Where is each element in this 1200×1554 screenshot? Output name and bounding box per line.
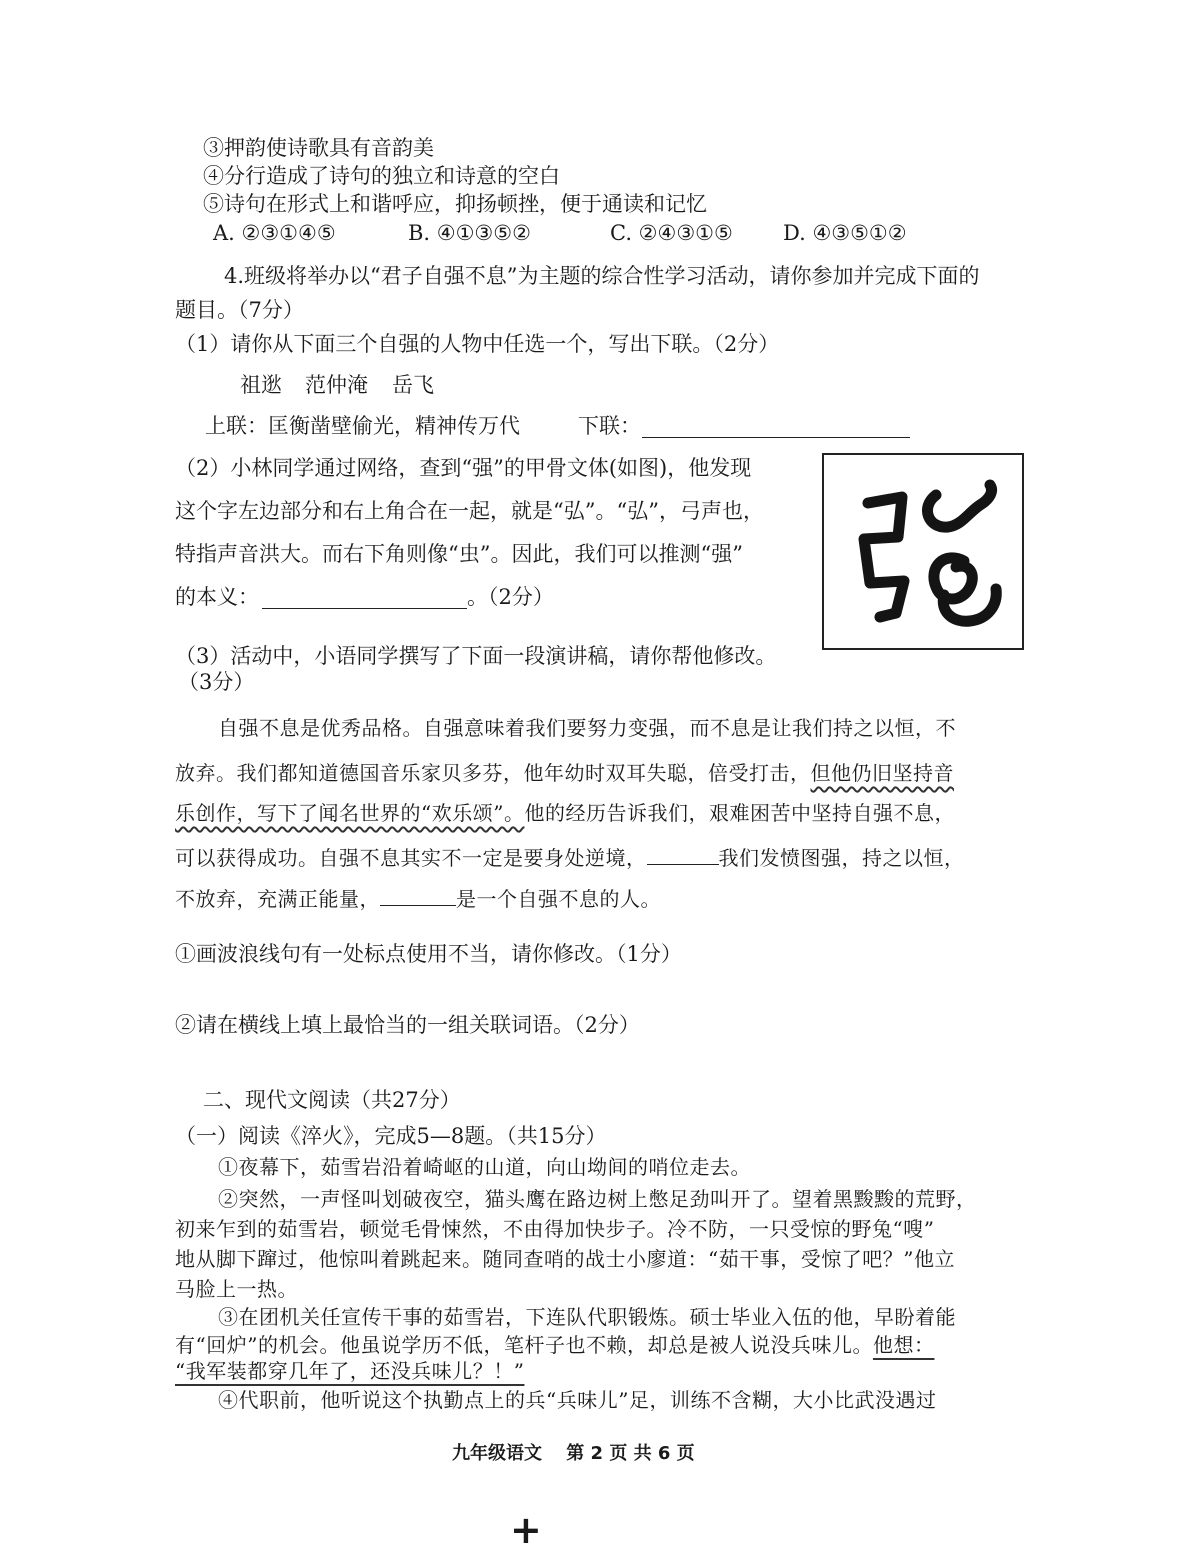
connective-blank-2[interactable] (380, 904, 456, 906)
passage-p3-line2-text: 有“回炉”的机会。他虽说学历不低，笔杆子也不赖，却总是被人说没兵味儿。 (175, 1333, 873, 1357)
q4-stem-line2: 题目。（7分） (175, 298, 304, 322)
q4-sub1: （1）请你从下面三个自强的人物中任选一个，写出下联。（2分） (175, 332, 780, 356)
q4-sub2-line4-end: 。（2分） (467, 585, 554, 609)
name-yuefei: 岳飞 (392, 373, 434, 397)
name-zuti: 祖逖 (240, 373, 282, 397)
passage-p2-line1: ②突然，一声怪叫划破夜空，猫头鹰在路边树上憋足劲叫开了。望着黑黢黢的荒野， (218, 1187, 977, 1211)
choice-d: D. ④③⑤①② (783, 221, 907, 245)
passage-p2-line2: 初来乍到的茹雪岩，顿觉毛骨悚然，不由得加快步子。冷不防，一只受惊的野兔“嗖” (175, 1217, 935, 1241)
speech-line5-start: 不放弃，充满正能量， (175, 887, 380, 911)
speech-line4 (175, 846, 965, 870)
q4-sub3-line1: （3）活动中，小语同学撰写了下面一段演讲稿，请你帮他修改。 (175, 644, 777, 668)
passage-p3-line1: ③在团机关任宣传干事的茹雪岩，下连队代职锻炼。硕士毕业入伍的他，早盼着能 (218, 1305, 956, 1329)
choice-b: B. ④①③⑤② (408, 221, 531, 245)
underlined-sentence-part1: 他想： (872, 1333, 935, 1357)
option-3: ③押韵使诗歌具有音韵美 (203, 136, 434, 160)
wavy-underlined-sentence-part2: 乐创作，写下了闻名世界的“欢乐颂”。 (175, 801, 525, 825)
q4-sub3-line2: （3分） (178, 670, 255, 694)
q4-sub2-line4-start: 的本义： (175, 585, 259, 609)
option-4: ④分行造成了诗句的独立和诗意的空白 (203, 164, 560, 188)
wavy-underlined-sentence-part1: 但他仍旧坚持音 (810, 761, 954, 785)
section2-part1-title: （一）阅读《淬火》，完成5—8题。（共15分） (175, 1124, 607, 1148)
couplet-upper: 上联：匡衡凿壁偷光，精神传万代 (205, 414, 520, 438)
section2-title: 二、现代文阅读（共27分） (203, 1088, 461, 1112)
speech-line4-start: 可以获得成功。自强不息其实不一定是要身处逆境， (175, 846, 647, 870)
name-fanzhongyan: 范仲淹 (305, 373, 368, 397)
q4-sub2-line3: 特指声音洪大。而右下角则像“虫”。因此，我们可以推测“强” (175, 542, 743, 566)
q4-sub3-item1: ①画波浪线句有一处标点使用不当，请你修改。（1分） (175, 942, 682, 966)
speech-line5 (175, 887, 661, 911)
option-5: ⑤诗句在形式上和谐呼应，抑扬顿挫，便于通读和记忆 (203, 192, 707, 216)
speech-line5-end: 是一个自强不息的人。 (456, 887, 661, 911)
passage-p3-line3 (175, 1359, 524, 1383)
speech-line2 (175, 761, 954, 785)
passage-p2-line4: 马脸上一热。 (175, 1277, 298, 1301)
underlined-sentence-part2: “我军装都穿几年了，还没兵味儿？！” (175, 1359, 525, 1383)
passage-p1: ①夜幕下，茹雪岩沿着崎岖的山道，向山坳间的哨位走去。 (218, 1155, 751, 1179)
speech-line2-text: 放弃。我们都知道德国音乐家贝多芬，他年幼时双耳失聪，倍受打击， (175, 761, 811, 785)
connective-blank-1[interactable] (647, 863, 719, 865)
speech-line3-text: 他的经历告诉我们，艰难困苦中坚持自强不息， (524, 801, 955, 825)
choice-a: A. ②③①④⑤ (213, 221, 336, 245)
couplet-lower-label: 下联： (578, 414, 641, 438)
oracle-bone-character-image (822, 453, 1024, 650)
q4-stem-line1: 4.班级将举办以“君子自强不息”为主题的综合性学习活动，请你参加并完成下面的 (224, 264, 980, 288)
couplet-answer-blank[interactable] (642, 436, 910, 438)
q4-sub2-line2: 这个字左边部分和右上角合在一起，就是“弘”。“弘”，弓声也， (175, 499, 764, 523)
passage-p3-line2 (175, 1333, 934, 1357)
page-footer: 九年级语文 第 2 页 共 6 页 (452, 1443, 695, 1464)
passage-p2-line3: 地从脚下蹿过，他惊叫着跳起来。随同查哨的战士小廖道：“茹干事，受惊了吧？”他立 (175, 1247, 955, 1271)
speech-line4-end: 我们发愤图强，持之以恒， (718, 846, 965, 870)
meaning-answer-blank[interactable] (262, 607, 467, 609)
speech-line1: 自强不息是优秀品格。自强意味着我们要努力变强，而不息是让我们持之以恒，不 (218, 716, 956, 740)
speech-line3 (175, 801, 955, 825)
choice-c: C. ②④③①⑤ (610, 221, 733, 245)
q4-sub2-line1: （2）小林同学通过网络，查到“强”的甲骨文体(如图)，他发现 (175, 456, 752, 480)
q4-sub3-item2: ②请在横线上填上最恰当的一组关联词语。（2分） (175, 1013, 640, 1037)
oracle-bone-glyph (824, 455, 1022, 648)
registration-mark: + (510, 1508, 542, 1552)
passage-p4-line1: ④代职前，他听说这个执勤点上的兵“兵味儿”足，训练不含糊，大小比武没遇过 (218, 1388, 937, 1412)
